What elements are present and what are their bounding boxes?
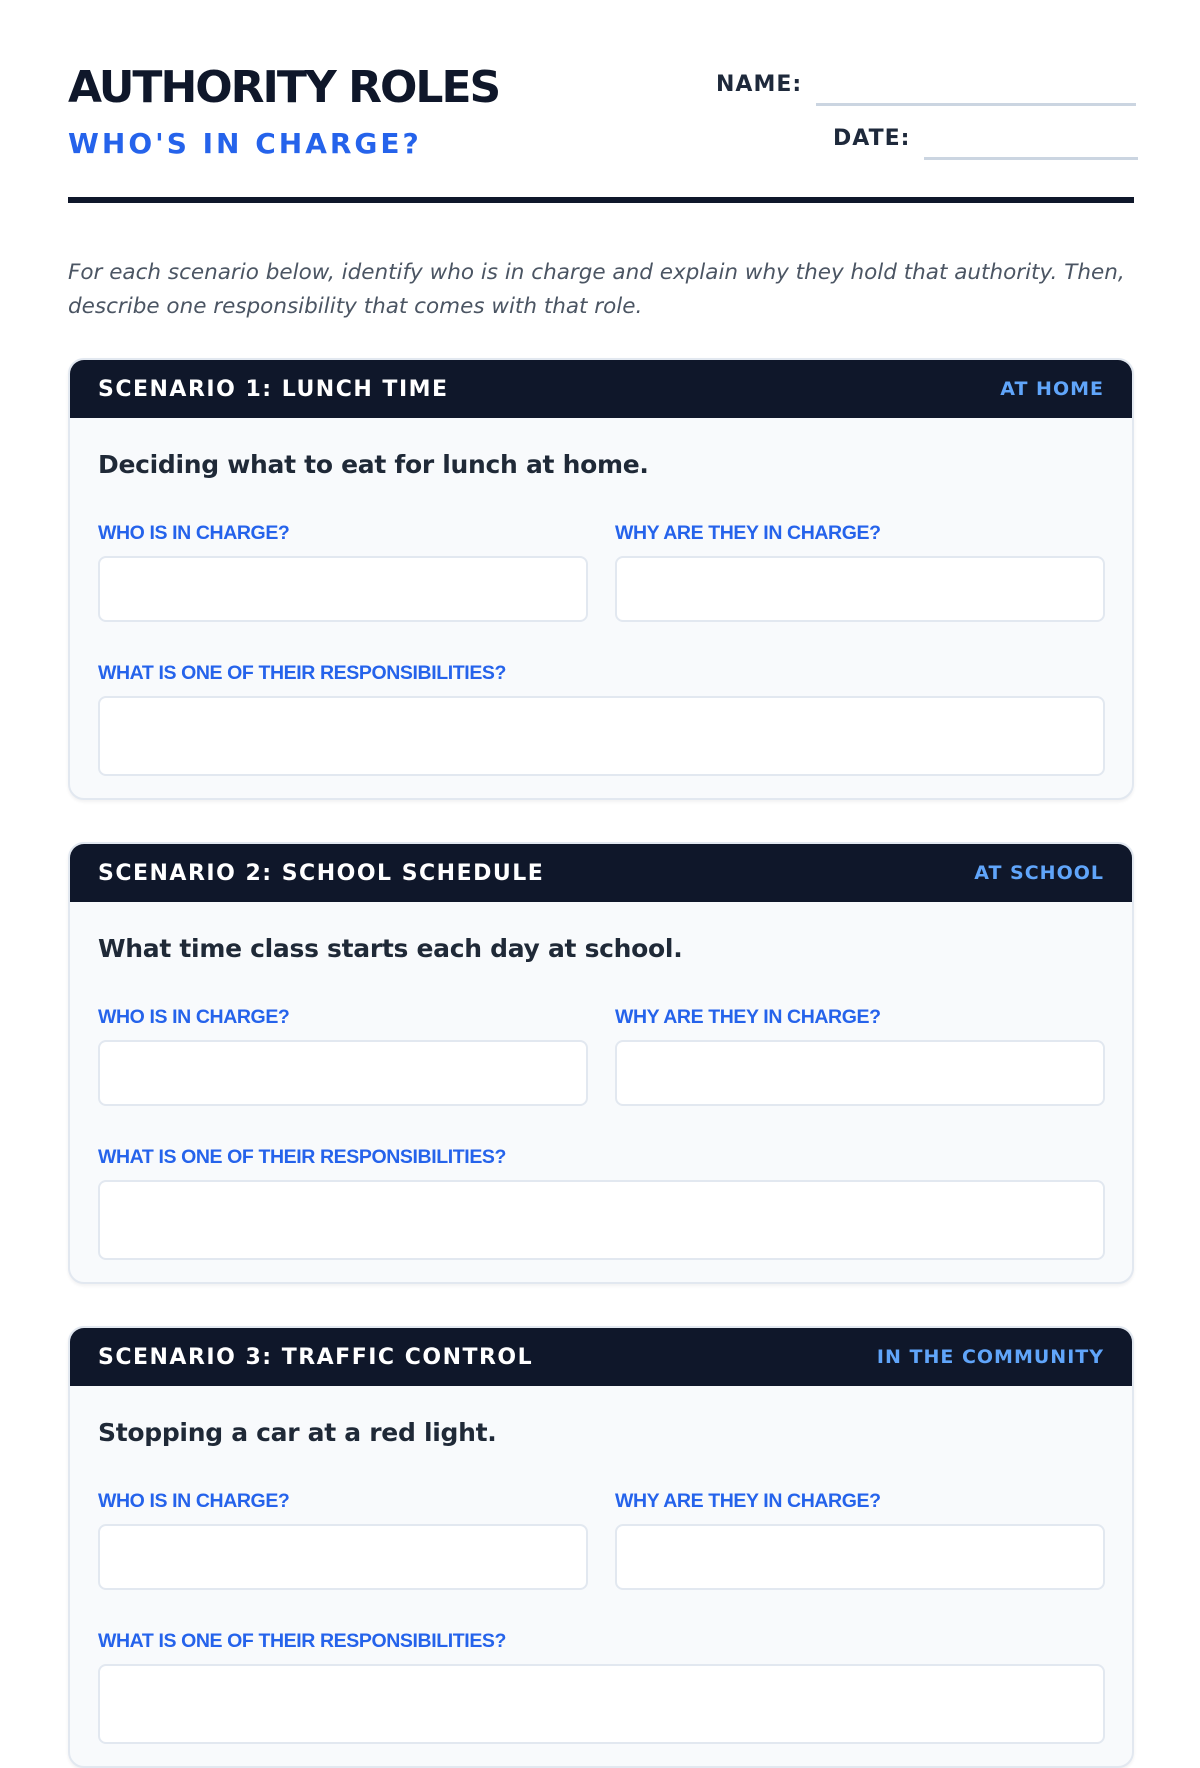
who-question-label: WHO IS IN CHARGE? xyxy=(98,1006,290,1028)
responsibility-question-label: WHAT IS ONE OF THEIR RESPONSIBILITIES? xyxy=(98,1630,507,1652)
worksheet-page xyxy=(68,0,1134,1652)
who-question-label: WHO IS IN CHARGE? xyxy=(98,522,290,544)
responsibility-question-label: WHAT IS ONE OF THEIR RESPONSIBILITIES? xyxy=(98,1146,507,1168)
responsibility-answer-box[interactable] xyxy=(98,1180,1105,1260)
why-question-label: WHY ARE THEY IN CHARGE? xyxy=(615,522,881,544)
scenario-header xyxy=(70,360,1132,418)
scenario-card-3 xyxy=(68,1326,1134,1768)
date-label: DATE: xyxy=(833,126,911,151)
responsibility-answer-box[interactable] xyxy=(98,696,1105,776)
scenario-tag: AT HOME xyxy=(1000,378,1104,400)
scenario-tag: AT SCHOOL xyxy=(974,862,1104,884)
why-question-label: WHY ARE THEY IN CHARGE? xyxy=(615,1490,881,1512)
scenario-title: SCENARIO 2: SCHOOL SCHEDULE xyxy=(98,861,545,886)
scenario-tag: IN THE COMMUNITY xyxy=(876,1346,1104,1368)
who-answer-box[interactable] xyxy=(98,1524,588,1590)
why-answer-box[interactable] xyxy=(615,1040,1105,1106)
scenario-card-1 xyxy=(68,358,1134,800)
scenario-title: SCENARIO 1: LUNCH TIME xyxy=(98,377,449,402)
header-divider xyxy=(68,197,1134,203)
date-input-line[interactable] xyxy=(924,157,1138,160)
scenario-body xyxy=(70,418,1132,798)
scenario-title: SCENARIO 3: TRAFFIC CONTROL xyxy=(98,1345,534,1370)
scenario-body xyxy=(70,1386,1132,1766)
scenario-text: What time class starts each day at school. xyxy=(98,934,683,963)
name-field xyxy=(716,74,1136,96)
who-answer-box[interactable] xyxy=(98,1040,588,1106)
page-subtitle: WHO'S IN CHARGE? xyxy=(68,127,422,160)
scenario-text: Stopping a car at a red light. xyxy=(98,1418,497,1447)
worksheet-header xyxy=(68,0,1134,204)
name-input-line[interactable] xyxy=(816,103,1136,106)
responsibility-answer-box[interactable] xyxy=(98,1664,1105,1744)
scenario-header xyxy=(70,844,1132,902)
why-answer-box[interactable] xyxy=(615,556,1105,622)
instructions-text: For each scenario below, identify who is in charge and explain why they hold that authority. Then, describe one responsibility that comes with that role. xyxy=(68,260,1125,319)
why-question-label: WHY ARE THEY IN CHARGE? xyxy=(615,1006,881,1028)
who-answer-box[interactable] xyxy=(98,556,588,622)
date-field xyxy=(833,128,1138,150)
page-title: AUTHORITY ROLES xyxy=(68,62,500,113)
scenario-header xyxy=(70,1328,1132,1386)
who-question-label: WHO IS IN CHARGE? xyxy=(98,1490,290,1512)
scenario-body xyxy=(70,902,1132,1282)
why-answer-box[interactable] xyxy=(615,1524,1105,1590)
scenario-text: Deciding what to eat for lunch at home. xyxy=(98,450,649,479)
responsibility-question-label: WHAT IS ONE OF THEIR RESPONSIBILITIES? xyxy=(98,662,507,684)
name-label: NAME: xyxy=(716,72,803,97)
scenario-card-2 xyxy=(68,842,1134,1284)
